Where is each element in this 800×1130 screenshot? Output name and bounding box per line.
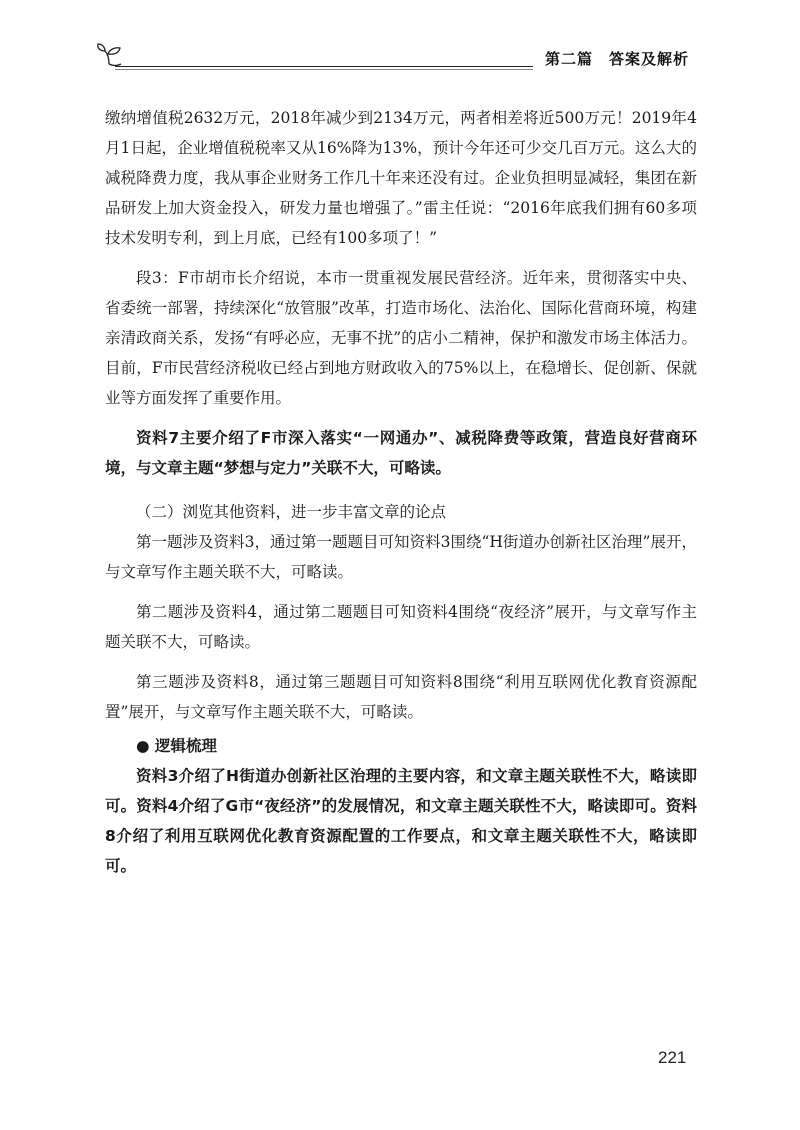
sprout-icon (95, 42, 123, 66)
logic-summary: 资料3介绍了H街道办创新社区治理的主要内容，和文章主题关联性不大，略读即可。资料4介绍了G市“夜经济”的发展情况，和文章主题关联性不大，略读即可。资料8介绍了利用互联网优化教育资源配置的工作要点，和文章主题关联性不大，略读即可。 (105, 767, 697, 875)
paragraph-quote: 缴纳增值税2632万元，2018年减少到2134万元，两者相差将近500万元！2019年4月1日起，企业增值税税率又从16%降为13%，预计今年还可少交几百万元。这么大的减税降费力度，我从事企业财务工作几十年来还没有过。企业负担明显减轻，集团在新品研发上加大资金投入，研发力量也增强了。”雷主任说：“2016年底我们拥有60多项技术发明专利，到上月底，已经有100多项了！” (105, 109, 697, 247)
page-number: 221 (658, 1048, 687, 1067)
header-rule (115, 66, 533, 67)
paragraph-section-3: 段3：F市胡市长介绍说，本市一贯重视发展民营经济。近年来，贯彻落实中央、省委统一部署，持续深化“放管服”改革，打造市场化、法治化、国际化营商环境，构建亲清政商关系，发扬“有呼必应，无事不扰”的店小二精神，保护和激发市场主体活力。目前，F市民营经济税收已经占到地方财政收入的75%以上，在稳增长、促创新、保就业等方面发挥了重要作用。 (105, 269, 697, 407)
page-header (95, 40, 700, 74)
header-rule-thin (115, 69, 533, 70)
paragraph-question-1: 第一题涉及资料3，通过第一题题目可知资料3围绕“H街道办创新社区治理”展开，与文章写作主题关联不大，可略读。 (105, 533, 697, 581)
page-body (105, 103, 697, 881)
paragraph-question-2: 第二题涉及资料4，通过第二题题目可知资料4围绕“夜经济”展开，与文章写作主题关联不大，可略读。 (105, 603, 697, 651)
summary-material-7: 资料7主要介绍了F市深入落实“一网通办”、减税降费等政策，营造良好营商环境，与文章主题“梦想与定力”关联不大，可略读。 (105, 429, 697, 477)
logic-heading: ● 逻辑梳理 (136, 737, 217, 755)
paragraph-question-3: 第三题涉及资料8，通过第三题题目可知资料8围绕“利用互联网优化教育资源配置”展开，与文章写作主题关联不大，可略读。 (105, 673, 697, 721)
section-title: 第二篇 答案及解析 (545, 50, 690, 68)
subheading-browse: （二）浏览其他资料，进一步丰富文章的论点 (136, 503, 447, 521)
